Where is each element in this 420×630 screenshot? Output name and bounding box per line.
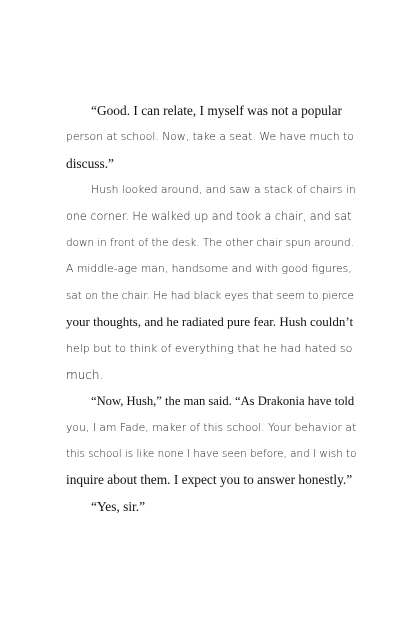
text-line: person at school. Now, take a seat. We have much to bbox=[66, 130, 354, 144]
text-line: “Good. I can relate, I myself was not a popular bbox=[91, 103, 342, 118]
text-line: your thoughts, and he radiated pure fear. Hush couldn’t bbox=[66, 314, 354, 330]
text-line: “Now, Hush,” the man said. “As Drakonia have told bbox=[91, 394, 355, 409]
text-line: A middle-age man, handsome and with good figures, bbox=[66, 262, 352, 276]
text-line: discuss.” bbox=[66, 155, 114, 171]
text-line: “Yes, sir.” bbox=[91, 498, 146, 514]
text-line: inquire about them. I expect you to answer honestly.” bbox=[66, 472, 353, 488]
text-line: sat on the chair. He had black eyes that seem to pierce bbox=[66, 289, 354, 302]
text-line: down in front of the desk. The other chair spun around. bbox=[66, 236, 354, 249]
page-body-text bbox=[66, 98, 356, 520]
text-line: much. bbox=[66, 367, 104, 382]
text-line: Hush looked around, and saw a stack of chairs in bbox=[91, 183, 356, 197]
text-line: this school is like none I have seen before, and I wish to bbox=[66, 448, 357, 461]
text-line: one corner. He walked up and took a chair, and sat bbox=[66, 209, 352, 223]
text-line: you, I am Fade, maker of this school. Your behavior at bbox=[66, 420, 357, 434]
text-line: help but to think of everything that he had hated so bbox=[66, 341, 353, 355]
